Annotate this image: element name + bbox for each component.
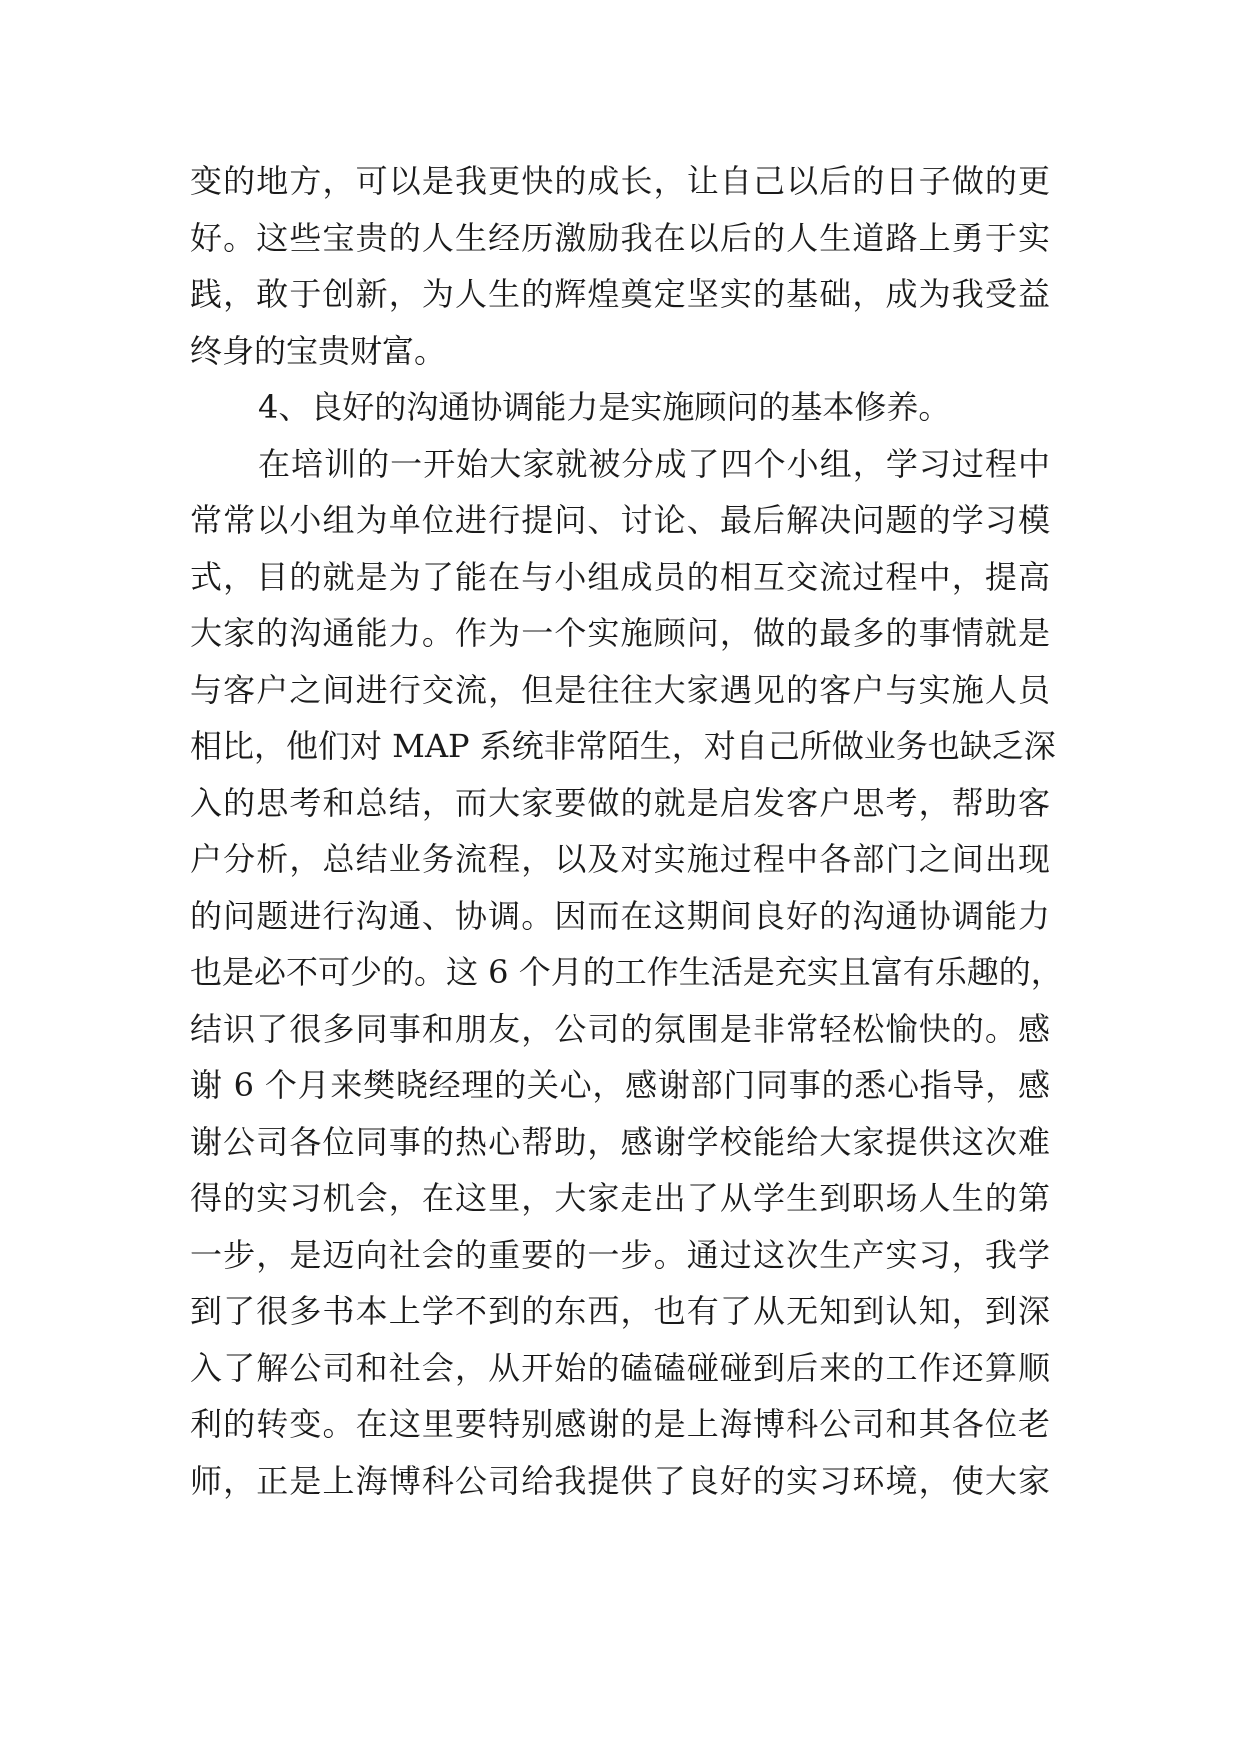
text-line: 入了解公司和社会，从开始的磕磕碰碰到后来的工作还算顺 bbox=[190, 1348, 1050, 1387]
text-line: 式，目的就是为了能在与小组成员的相互交流过程中，提高 bbox=[190, 557, 1050, 596]
text-line: 一步，是迈向社会的重要的一步。通过这次生产实习，我学 bbox=[190, 1235, 1050, 1274]
text-line: 户分析，总结业务流程，以及对实施过程中各部门之间出现 bbox=[190, 840, 1050, 878]
text-line: 好。这些宝贵的人生经历激励我在以后的人生道路上勇于实 bbox=[190, 218, 1050, 257]
text-line: 师，正是上海博科公司给我提供了良好的实习环境，使大家 bbox=[190, 1461, 1050, 1500]
text-line: 得的实习机会，在这里，大家走出了从学生到职场人生的第 bbox=[190, 1179, 1050, 1217]
text-line: 大家的沟通能力。作为一个实施顾问，做的最多的事情就是 bbox=[190, 614, 1050, 652]
text-line: 相比，他们对 MAP 系统非常陌生，对自己所做业务也缺乏深 bbox=[190, 727, 1056, 765]
text-line: 也是必不可少的。这 6 个月的工作生活是充实且富有乐趣的， bbox=[190, 953, 1063, 991]
text-line: 践，敢于创新，为人生的辉煌奠定坚实的基础，成为我受益 bbox=[190, 275, 1050, 313]
text-line: 常常以小组为单位进行提问、讨论、最后解决问题的学习模 bbox=[190, 501, 1050, 539]
section-heading: 4、良好的沟通协调能力是实施顾问的基本修养。 bbox=[258, 388, 951, 426]
text-line: 利的转变。在这里要特别感谢的是上海博科公司和其各位老 bbox=[190, 1405, 1050, 1443]
text-line: 变的地方，可以是我更快的成长，让自己以后的日子做的更 bbox=[190, 162, 1050, 200]
text-line: 到了很多书本上学不到的东西，也有了从无知到认知，到深 bbox=[190, 1292, 1050, 1330]
text-line: 终身的宝贵财富。 bbox=[190, 331, 447, 370]
text-line: 谢公司各位同事的热心帮助，感谢学校能给大家提供这次难 bbox=[190, 1122, 1050, 1161]
text-line: 入的思考和总结，而大家要做的就是启发客户思考，帮助客 bbox=[190, 783, 1050, 822]
text-line: 的问题进行沟通、协调。因而在这期间良好的沟通协调能力 bbox=[190, 896, 1050, 935]
text-line: 谢 6 个月来樊晓经理的关心，感谢部门同事的悉心指导，感 bbox=[190, 1066, 1050, 1104]
text-line: 结识了很多同事和朋友，公司的氛围是非常轻松愉快的。感 bbox=[190, 1009, 1050, 1048]
text-line: 在培训的一开始大家就被分成了四个小组，学习过程中 bbox=[258, 444, 1050, 483]
text-line: 与客户之间进行交流，但是往往大家遇见的客户与实施人员 bbox=[190, 670, 1050, 709]
body-text bbox=[190, 153, 1063, 1509]
